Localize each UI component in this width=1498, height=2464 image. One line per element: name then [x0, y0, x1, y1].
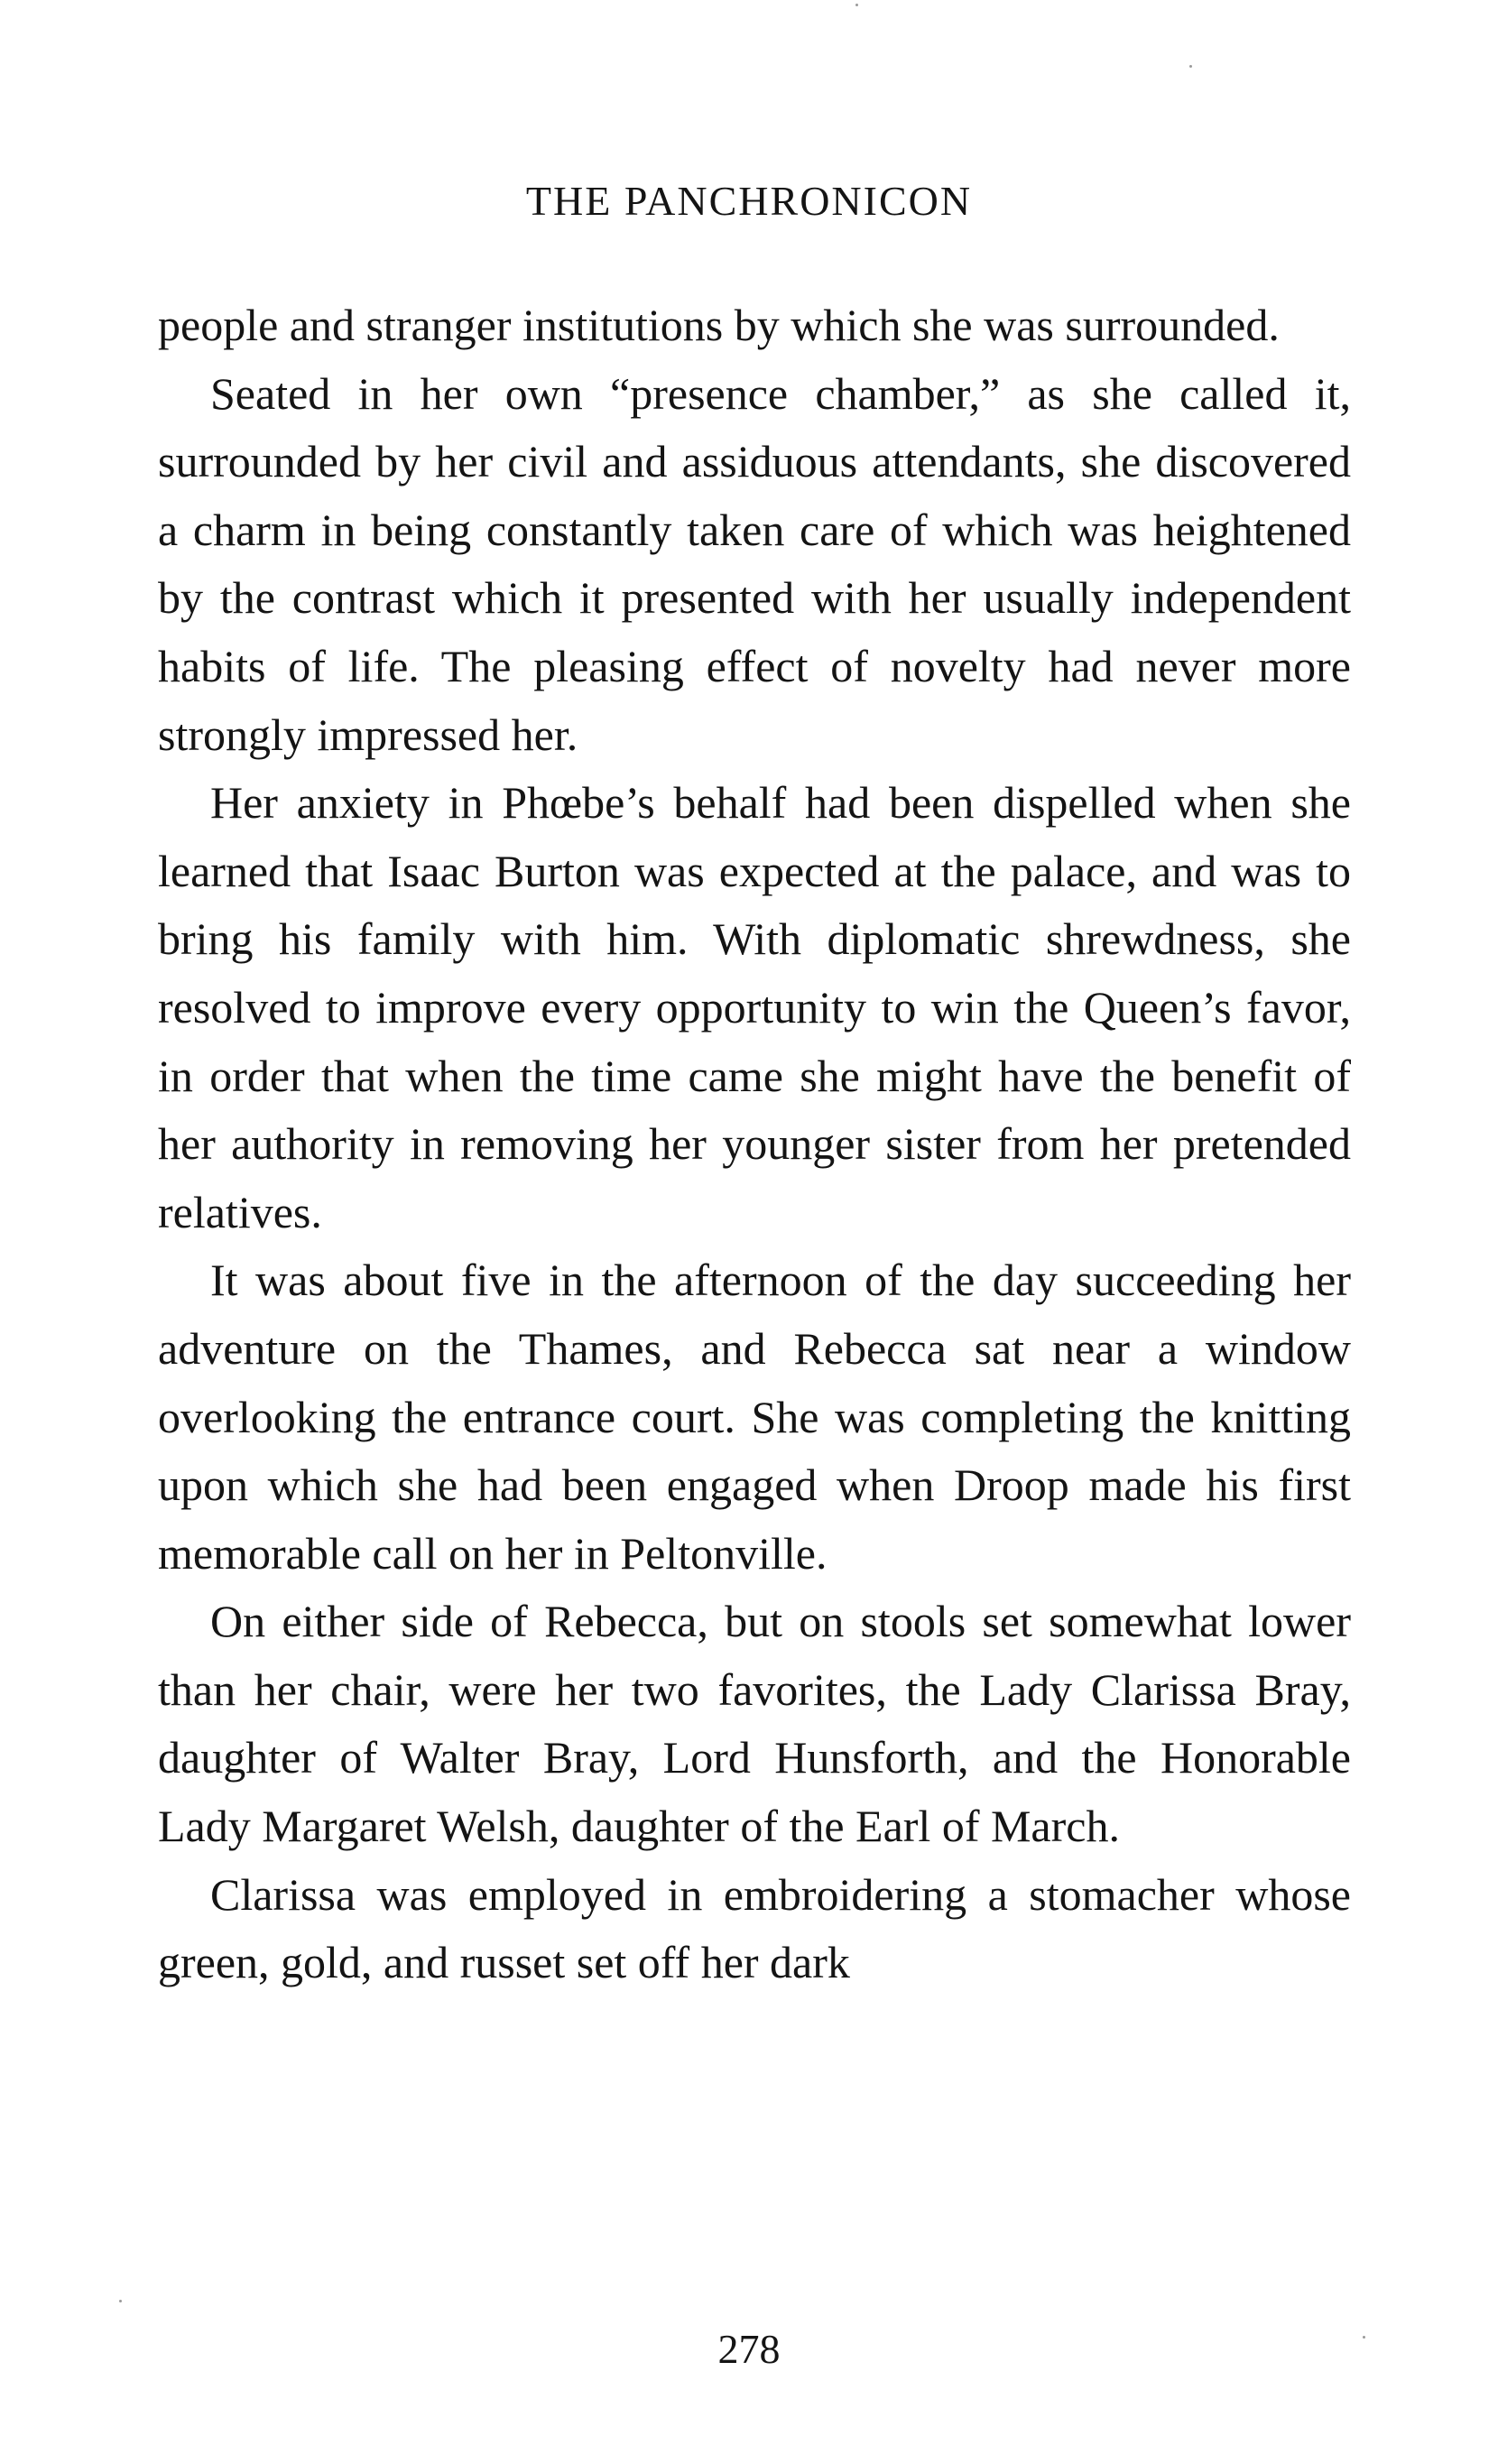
- paragraph: Her anxiety in Phœbe’s behalf had been dispelled when she learned that Isaac Burton was expected at the palace, and was to bring his family with him. With diplomatic shrewdness, she resolved to improve every opportunity to win the Queen’s favor, in order that when the time came she might have the benefit of her authority in removing her younger sister from her pretended relatives.: [158, 777, 1351, 1237]
- running-title: THE PANCHRONICON: [525, 178, 973, 224]
- paragraph: On either side of Rebecca, but on stools set somewhat lower than her chair, were her two favorites, the Lady Clarissa Bray, daughter of Walter Bray, Lord Hunsforth, and the Honorable Lady Margaret Welsh, daughter of the Earl of March.: [158, 1596, 1351, 1852]
- page-number: 278: [717, 2326, 781, 2372]
- paper-speck: [1189, 65, 1192, 68]
- paragraph: It was about five in the afternoon of the day succeeding her adventure on the Thames, and Rebecca sat near a window overlooking the entrance court. She was completing the knitting upon which she had been engaged when Droop made his first memorable call on her in Peltonville.: [158, 1255, 1351, 1579]
- paragraph: Seated in her own “presence chamber,” as she called it, surrounded by her civil and assiduous attendants, she discovered a charm in being constantly taken care of which was heightened by the contrast which it presented with her usually independent habits of life. The pleasing effect of novelty had never more strongly impressed her.: [158, 367, 1351, 760]
- paragraph: Clarissa was employed in embroidering a stomacher whose green, gold, and russet set off her dark: [158, 1868, 1351, 1988]
- paragraph-continued: people and stranger institutions by which she was surrounded.: [158, 300, 1280, 350]
- body-text: [158, 292, 1351, 1997]
- paper-speck: [1363, 2336, 1365, 2339]
- paper-speck: [119, 2300, 122, 2302]
- paper-speck: [855, 4, 858, 6]
